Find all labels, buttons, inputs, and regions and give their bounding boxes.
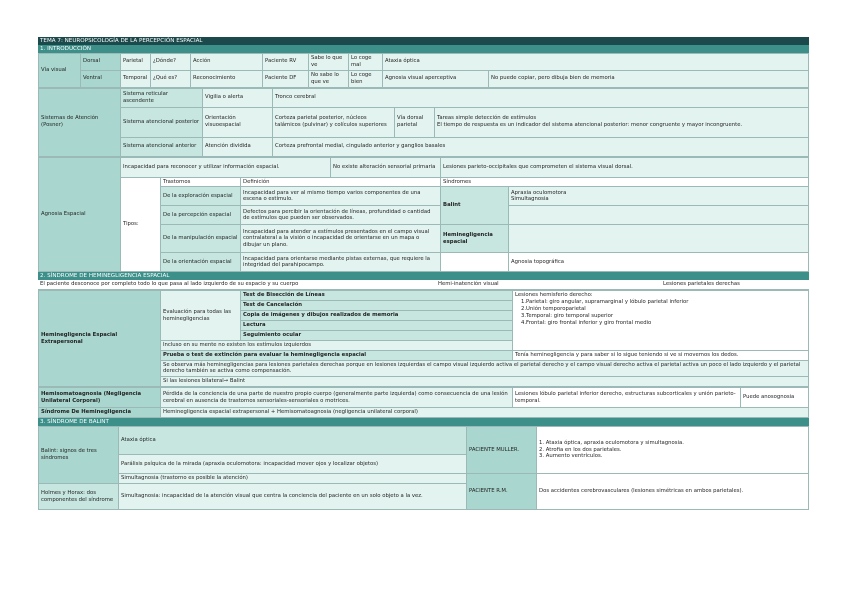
paciente-rm: PACIENTE R.M. — [467, 474, 537, 510]
orientacion-empty — [441, 253, 509, 272]
sistema-posterior: Sistema atencional posterior — [121, 107, 203, 137]
dorsal-paciente: Paciente RV — [263, 54, 309, 71]
holmes-label: Holmes y Horax: dos componentes del síndrome — [39, 484, 119, 510]
dorsal-coge: Lo coge mal — [349, 54, 383, 71]
orientacion-visuoespacial: Orientación visuoespacial — [203, 107, 273, 137]
nota-deteccion: Tareas simple detección de estímulos — [437, 115, 537, 122]
heminegligencia-definicion: El paciente desconoce por completo todo lo que pasa al lado izquierdo de su espacio y su cuerpo — [40, 281, 299, 288]
observacion-lesiones: Se observa más heminegligencias para lesiones parietales derechas porque en lesiones izquierdas el campo visual izquierdo activa el parietal derecho y el campo visual derecho activa el parietal activa un poco el lado izquierdo y el parietal derecho también se activa como compensación. — [161, 360, 809, 377]
trastorno-exploracion: De la exploración espacial — [161, 187, 241, 206]
tipos-label: Tipos: — [121, 177, 161, 272]
balint-empty — [509, 206, 809, 225]
lesiones-title: Lesiones hemisferio derecho: — [515, 292, 593, 299]
dorsal-pregunta: ¿Dónde? — [151, 54, 191, 71]
test-biseccion: Test de Bisección de Líneas — [241, 291, 513, 301]
sindrome-hemi-label: Síndrome De Heminegligencia — [39, 408, 161, 418]
hemisomato-lesiones: Lesiones lóbulo parietal inferior derecho, estructuras subcorticales y unión parieto-temporal. — [513, 388, 741, 408]
balint-simultagnosia: Simultagnosia (trastorno es posible la atención) — [119, 474, 467, 484]
lesiones-parietales-derechas: Lesiones parietales derechas — [663, 281, 740, 288]
agnosia-topografica: Agnosia topográfica — [509, 253, 809, 272]
ventral-lobulo: Temporal — [121, 70, 151, 87]
vigilia: Vigilia o alerta — [203, 88, 273, 107]
lesion-frontal: 4.Frontal: giro frontal inferior y giro frontal medio — [521, 319, 652, 326]
hemi-extrapersonal-label: Heminegligencia Espacial Extrapersonal — [39, 291, 161, 387]
balint-sintomas — [509, 187, 809, 206]
ventral-coge: Lo coge bien — [349, 70, 383, 87]
header-sindromes: Síndromes — [441, 177, 809, 187]
tronco-cerebral: Tronco cerebral — [273, 88, 809, 107]
sistemas-atencion-table — [38, 88, 809, 157]
agnosia-label: Agnosia Espacial — [39, 157, 121, 272]
dorsal-sabe: Sabe lo que ve — [309, 54, 349, 71]
agnosia-lesiones: Lesiones parieto-occipitales que comprometen el sistema visual dorsal. — [441, 157, 809, 177]
hemisomato-definicion: Pérdida de la conciencia de una parte de nuestro propio cuerpo (generalmente parte izquierda) como consecuencia de una lesión cerebral en ausencia de trastornos sensoriales-sensoriales o motrices. — [161, 388, 513, 408]
vias-visuales-table — [38, 53, 809, 88]
lesiones-hemisferio — [513, 291, 809, 350]
via-visual-label: Vía visual — [39, 54, 81, 88]
prueba-descripcion: Tenía heminegligencia y para saber si lo sigue teniendo si ve si movemos los dedos. — [513, 350, 809, 360]
rm-detalle: Dos accidentes cerebrovasculares (lesiones simétricas en ambos parietales). — [537, 474, 809, 510]
trastorno-manipulacion: De la manipulación espacial — [161, 225, 241, 253]
sindrome-hemi-desc: Heminegligencia espacial extrapersonal + Hemisomatoagnosia (negligencia unilateral corporal) — [161, 408, 809, 418]
simultagnosia: Simultagnosia — [511, 196, 549, 203]
lesion-union: 2.Unión temporoparietal — [521, 306, 586, 313]
anosognosia: Puede anosognosia — [741, 388, 809, 408]
hemisomato-label: Hemisomatoagnosia (Negligencia Unilateral Corporal) — [39, 388, 161, 408]
evaluacion-label: Evaluación para todas las heminegligencias — [161, 291, 241, 340]
dorsal-lobulo: Parietal — [121, 54, 151, 71]
via-dorsal-parietal: Vía dorsal parietal — [395, 107, 435, 137]
lesion-temporal: 3.Temporal: giro temporal superior — [521, 313, 614, 319]
definicion-percepcion: Defectos para percibir la orientación de líneas, profundidad o cantidad de estímulos que pueden ser observados. — [241, 206, 441, 225]
agnosia-definicion: Incapacidad para reconocer y utilizar información espacial. — [121, 157, 331, 177]
posterior-notas — [435, 107, 809, 137]
ventral-paciente: Paciente DF — [263, 70, 309, 87]
sistema-reticular: Sistema reticular ascendente — [121, 88, 203, 107]
test-cancelacion: Test de Cancelación — [241, 301, 513, 311]
section-heminegligencia: 2. SÍNDROME DE HEMINEGLIGENCIA ESPACIAL — [38, 272, 809, 280]
paciente-muller: PACIENTE MULLER. — [467, 427, 537, 474]
definicion-orientacion: Incapacidad para orientarse mediante pistas externas, que requiere la integridad del parahipocampo. — [241, 253, 441, 272]
definicion-exploracion: Incapacidad para ver al mismo tiempo varios componentes de una escena o estímulo. — [241, 187, 441, 206]
sindrome-balint: Balint — [441, 187, 509, 225]
hemisomatoagnosia-table — [38, 387, 809, 418]
heminegligencia-empty — [509, 225, 809, 253]
trastorno-orientacion: De la orientación espacial — [161, 253, 241, 272]
prueba-extincion: Prueba o test de extinción para evaluar la heminegligencia espacial — [161, 350, 513, 360]
header-definicion: Definición — [241, 177, 441, 187]
section-balint: 3. SÍNDROME DE BALINT — [38, 418, 809, 426]
summary-sheet — [38, 37, 809, 510]
dorsal-funcion: Acción — [191, 54, 263, 71]
sheet-title: TEMA 7: NEUROPSICOLOGÍA DE LA PERCEPCIÓN ESPACIAL — [38, 37, 809, 45]
test-seguimiento: Seguimiento ocular — [241, 330, 513, 340]
balint-signos-label: Balint: signos de tres síndromes — [39, 427, 119, 484]
muller-2: 2. Atrofia en los dos parietales. — [539, 446, 622, 453]
holmes-descripcion: Simultagnosia: incapacidad de la atención visual que centra la conciencia del paciente en un solo objeto a la vez. — [119, 484, 467, 510]
muller-detalle — [537, 427, 809, 474]
muller-3: 3. Aumento ventrículos. — [539, 453, 603, 460]
definicion-manipulacion: Incapacidad para atender a estímulos presentados en el campo visual contralateral a la visión o incapacidad de orientarse en un mapa o dibujar un plano. — [241, 225, 441, 253]
incluso-mente: Incluso en su mente no existen los estímulos izquierdos — [161, 340, 513, 350]
header-trastornos: Trastornos — [161, 177, 241, 187]
test-copia: Copia de imágenes y dibujos realizados de memoria — [241, 311, 513, 321]
atencion-label: Sistemas de Atención (Posner) — [39, 88, 121, 156]
trastorno-percepcion: De la percepción espacial — [161, 206, 241, 225]
agnosia-espacial-table — [38, 157, 809, 273]
dorsal-label: Dorsal — [81, 54, 121, 71]
apraxia-oculomotora: Apraxia oculomotora — [511, 189, 567, 196]
test-lectura: Lectura — [241, 321, 513, 331]
atencion-dividida: Atención dividida — [203, 137, 273, 156]
nota-tiempo: El tiempo de respuesta es un indicador del sistema atencional posterior: menor congruente y mayor incongruente. — [437, 122, 743, 128]
balint-paralisis: Parálisis psíquica de la mirada (apraxia oculomotora: incapacidad mover ojos y localizar objetos) — [119, 455, 467, 474]
corteza-parietal: Corteza parietal posterior, núcleos talámicos (pulvinar) y colículos superiores — [273, 107, 395, 137]
ventral-funcion: Reconocimiento — [191, 70, 263, 87]
heminegligencia-def-row — [38, 280, 809, 290]
ventral-label: Ventral — [81, 70, 121, 87]
ventral-nota: No puede copiar, pero dibuja bien de memoria — [489, 70, 809, 87]
agnosia-alteracion: No existe alteración sensorial primaria — [331, 157, 441, 177]
corteza-prefrontal: Corteza prefrontal medial, cingulado anterior y ganglios basales — [273, 137, 809, 156]
section-introduccion: 1. INTRODUCCIÓN — [38, 45, 809, 53]
lesiones-bilaterales: Si las lesiones bilateral→ Balint — [161, 377, 809, 387]
dorsal-ataxia: Ataxia óptica — [383, 54, 809, 71]
balint-ataxia: Ataxia óptica — [119, 427, 467, 455]
ventral-sabe: No sabe lo que ve — [309, 70, 349, 87]
muller-1: 1. Ataxia óptica, apraxia oculomotora y simultagnosia. — [539, 439, 684, 446]
lesion-parietal: 1.Parietal: giro angular, supramarginal y lóbulo parietal inferior — [521, 299, 689, 306]
hemi-inatencion: Hemi-inatención visual — [438, 281, 499, 288]
ventral-agnosia: Agnosia visual aperceptiva — [383, 70, 489, 87]
sistema-anterior: Sistema atencional anterior — [121, 137, 203, 156]
balint-table — [38, 426, 809, 510]
sindrome-heminegligencia: Heminegligencia espacial — [441, 225, 509, 253]
ventral-pregunta: ¿Qué es? — [151, 70, 191, 87]
heminegligencia-table — [38, 290, 809, 387]
